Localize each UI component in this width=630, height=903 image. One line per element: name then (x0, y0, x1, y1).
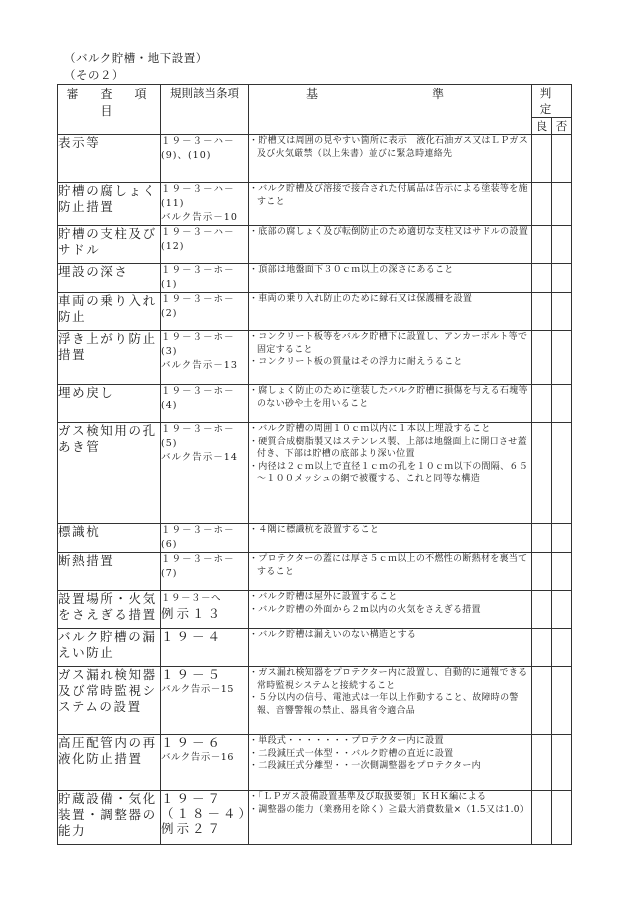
standard-bullet: ・二段減圧式分離型・・一次側調整器をプロテクター内 (249, 761, 481, 771)
inspection-item: 埋め戻し (58, 385, 161, 423)
judge-good-cell[interactable] (532, 553, 552, 591)
judge-bad-cell[interactable] (552, 423, 572, 524)
standard-bullet: ・「ＬＰガス設備設置基準及び取扱要領」ＫＨＫ編による (249, 792, 487, 802)
table-row (58, 293, 572, 331)
judge-good-cell[interactable] (532, 423, 552, 524)
standard-bullet: ・内径は２ｃｍ以上で直径１ｃｍの孔を１０ｃｍ以下の間隔、６５～１００メッシュの網で被覆する、これと同等な構造 (249, 461, 529, 484)
rule-line: バルク告示－15 (161, 684, 234, 695)
inspection-item: 断熱措置 (58, 553, 161, 591)
table-row (58, 629, 572, 667)
standard-bullet: ・車両の乗り入れ防止のために縁石又は保護柵を設置 (249, 294, 473, 304)
standard-bullet: ・プロテクターの蓋には厚さ５ｃｍ以上の不燃性の断熱材を裏当てすること (249, 554, 528, 577)
judge-good-cell[interactable] (532, 667, 552, 735)
rule-reference (161, 591, 249, 629)
judge-good-cell[interactable] (532, 226, 552, 264)
judge-bad-cell[interactable] (552, 791, 572, 845)
standard-bullet: ・底部の腐しょく及び転倒防止のため適切な支柱又はサドルの設置 (249, 227, 529, 237)
inspection-item: 貯蔵設備・気化装置・調整器の能力 (58, 791, 161, 845)
table-row (58, 791, 572, 845)
rule-line: １９－３－ハ－(11) (161, 184, 235, 209)
standard-bullet: ・二段減圧式一体型・・バルク貯槽の直近に設置 (249, 748, 454, 759)
rule-reference (161, 293, 249, 331)
rule-reference (161, 331, 249, 385)
rule-line: １９－３－ハ－(12) (161, 227, 235, 252)
rule-line: バルク告示－14 (161, 452, 238, 463)
header-item: 審 査 項 目 (58, 85, 161, 135)
caption-part-number: （その２） (64, 68, 124, 82)
judge-good-cell[interactable] (532, 293, 552, 331)
rule-line: １９－７ (161, 791, 224, 806)
rule-line: １９－３－ホ－(5) (161, 424, 235, 449)
judge-good-cell[interactable] (532, 264, 552, 293)
rule-line: 例示１３ (161, 606, 224, 621)
standard-bullet: ・バルク貯槽の周囲１０ｃｍ以内に１本以上埋設すること (249, 424, 491, 434)
inspection-item: 貯槽の支柱及びサドル (58, 226, 161, 264)
judge-bad-cell[interactable] (552, 331, 572, 385)
judge-good-cell[interactable] (532, 629, 552, 667)
standard-text (249, 385, 532, 423)
judge-bad-cell[interactable] (552, 226, 572, 264)
header-bad: 否 (552, 118, 572, 135)
table-row (58, 667, 572, 735)
judge-bad-cell[interactable] (552, 524, 572, 553)
header-judge: 判定 (532, 85, 572, 118)
standard-bullet: ・コンクリート板等をバルク貯槽下に設置し、アンカーボルト等で固定すること (249, 332, 528, 355)
caption-installation-type: （バルク貯槽・地下設置） (64, 51, 208, 65)
inspection-item: 高圧配管内の再液化防止措置 (58, 735, 161, 791)
standard-bullet: ・腐しょく防止のために塗装したバルク貯槽に損傷を与える石塊等のない砂や土を用いること (249, 386, 528, 409)
judge-good-cell[interactable] (532, 385, 552, 423)
rule-reference (161, 667, 249, 735)
table-row (58, 591, 572, 629)
judge-bad-cell[interactable] (552, 264, 572, 293)
judge-good-cell[interactable] (532, 331, 552, 385)
standard-text (249, 667, 532, 735)
standard-text (249, 629, 532, 667)
rule-reference (161, 791, 255, 845)
table-row (58, 385, 572, 423)
rule-line: １９－３－ホ－(7) (161, 554, 235, 579)
standard-text (249, 264, 532, 293)
rule-reference (161, 629, 249, 667)
standard-text (249, 735, 532, 791)
judge-good-cell[interactable] (532, 735, 552, 791)
judge-bad-cell[interactable] (552, 735, 572, 791)
standard-bullet: ・貯槽又は周囲の見やすい箇所に表示 液化石油ガス又はＬＰガス及び火気厳禁（以上朱書）並びに緊急時連絡先 (249, 136, 529, 159)
rule-line: １９－３－ホ－(4) (161, 386, 235, 411)
rule-line: １９－３－へ (161, 593, 222, 604)
rule-reference (161, 553, 249, 591)
standard-bullet: ・頂部は地盤面下３０ｃｍ以上の深さにあること (249, 265, 454, 275)
table-row (58, 524, 572, 553)
table-row (58, 553, 572, 591)
rule-reference (161, 423, 249, 524)
judge-good-cell[interactable] (532, 183, 552, 226)
standard-bullet: ・４隅に標識杭を設置すること (249, 525, 380, 535)
judge-bad-cell[interactable] (552, 553, 572, 591)
rule-line: １９－３－ハ－ (161, 136, 235, 147)
rule-line: １９－３－ホ－(2) (161, 294, 235, 319)
inspection-item: バルク貯槽の漏えい防止 (58, 629, 161, 667)
judge-bad-cell[interactable] (552, 135, 572, 183)
rule-line: バルク告示－16 (161, 752, 234, 763)
rule-line: １９－４ (161, 629, 224, 644)
rule-reference (161, 524, 249, 553)
inspection-item: 貯槽の腐しょく防止措置 (58, 183, 161, 226)
judge-good-cell[interactable] (532, 524, 552, 553)
standard-bullet: ・硬質合成樹脂製又はステンレス製、上部は地盤面上に開口させ蓋付き、下部は貯槽の底部より深い位置 (249, 436, 527, 459)
standard-text (249, 293, 532, 331)
standard-bullet: ・調整器の能力（業務用を除く）≧最大消費数量×（1.5又は1.0） (249, 804, 530, 815)
table-row (58, 226, 572, 264)
standard-text (249, 791, 532, 845)
rule-line: バルク告示－10 (161, 212, 238, 223)
inspection-item: 設置場所・火気をさえぎる措置 (58, 591, 161, 629)
standard-bullet: ・単段式・・・・・・・プロテクター内に設置 (249, 736, 444, 746)
inspection-item: 標識杭 (58, 524, 161, 553)
standard-text (249, 524, 532, 553)
rule-line: 例示２７ (161, 821, 224, 836)
standard-text (249, 553, 532, 591)
table-row (58, 423, 572, 524)
rule-line: (9)、(10) (161, 150, 212, 161)
judge-bad-cell[interactable] (552, 385, 572, 423)
standard-bullet: ・バルク貯槽の外面から２m以内の火気をさえぎる措置 (249, 604, 481, 615)
inspection-item: 車両の乗り入れ防止 (58, 293, 161, 331)
rule-reference (161, 135, 249, 183)
inspection-item: 浮き上がり防止措置 (58, 331, 161, 385)
header-standard: 基 準 (249, 85, 532, 135)
rule-reference (161, 385, 249, 423)
header-rule: 規則該当条項 (161, 85, 249, 135)
table-row (58, 331, 572, 385)
rule-line: （１８－４） (161, 806, 255, 821)
rule-reference (161, 264, 249, 293)
judge-bad-cell[interactable] (552, 183, 572, 226)
inspection-item: ガス検知用の孔あき管 (58, 423, 161, 524)
table-row (58, 264, 572, 293)
standard-text (249, 226, 532, 264)
rule-reference (161, 183, 249, 226)
table-row (58, 183, 572, 226)
standard-bullet: ・５分以内の信号、電池式は一年以上作動すること、故障時の警報、音響警報の禁止、器具省令適合品 (249, 693, 519, 716)
standard-text (249, 183, 532, 226)
rule-line: １９－６ (161, 735, 224, 750)
standard-bullet: ・バルク貯槽は屋外に設置すること (249, 592, 398, 602)
judge-bad-cell[interactable] (552, 591, 572, 629)
inspection-item: ガス漏れ検知器及び常時監視システムの設置 (58, 667, 161, 735)
standard-bullet: ・バルク貯槽及び溶接で接合された付属品は告示による塗装等を施すこと (249, 184, 528, 207)
judge-bad-cell[interactable] (552, 293, 572, 331)
standard-bullet: ・バルク貯槽は漏えいのない構造とする (249, 630, 417, 640)
rule-reference (161, 735, 249, 791)
rule-line: １９－３－ホ－(1) (161, 265, 235, 290)
judge-good-cell[interactable] (532, 591, 552, 629)
judge-good-cell[interactable] (532, 791, 552, 845)
standard-text (249, 331, 532, 385)
table-row (58, 135, 572, 183)
rule-line: １９－５ (161, 667, 224, 682)
standard-text (249, 591, 532, 629)
rule-reference (161, 226, 249, 264)
inspection-item: 埋設の深さ (58, 264, 161, 293)
rule-line: バルク告示－13 (161, 360, 238, 371)
standard-text (249, 423, 532, 524)
table-row (58, 735, 572, 791)
inspection-table (57, 84, 572, 845)
rule-line: １９－３－ホ－(3) (161, 332, 235, 357)
header-good: 良 (532, 118, 552, 135)
inspection-item: 表示等 (58, 135, 161, 183)
judge-bad-cell[interactable] (552, 667, 572, 735)
standard-bullet: ・コンクリート板の質量はその浮力に耐えうること (249, 357, 463, 367)
standard-bullet: ・ガス漏れ検知器をプロテクター内に設置し、自動的に通報できる常時監視システムと接続すること (249, 668, 528, 691)
judge-good-cell[interactable] (532, 135, 552, 183)
rule-line: １９－３－ホ－(6) (161, 525, 235, 550)
judge-bad-cell[interactable] (552, 629, 572, 667)
standard-text (249, 135, 532, 183)
